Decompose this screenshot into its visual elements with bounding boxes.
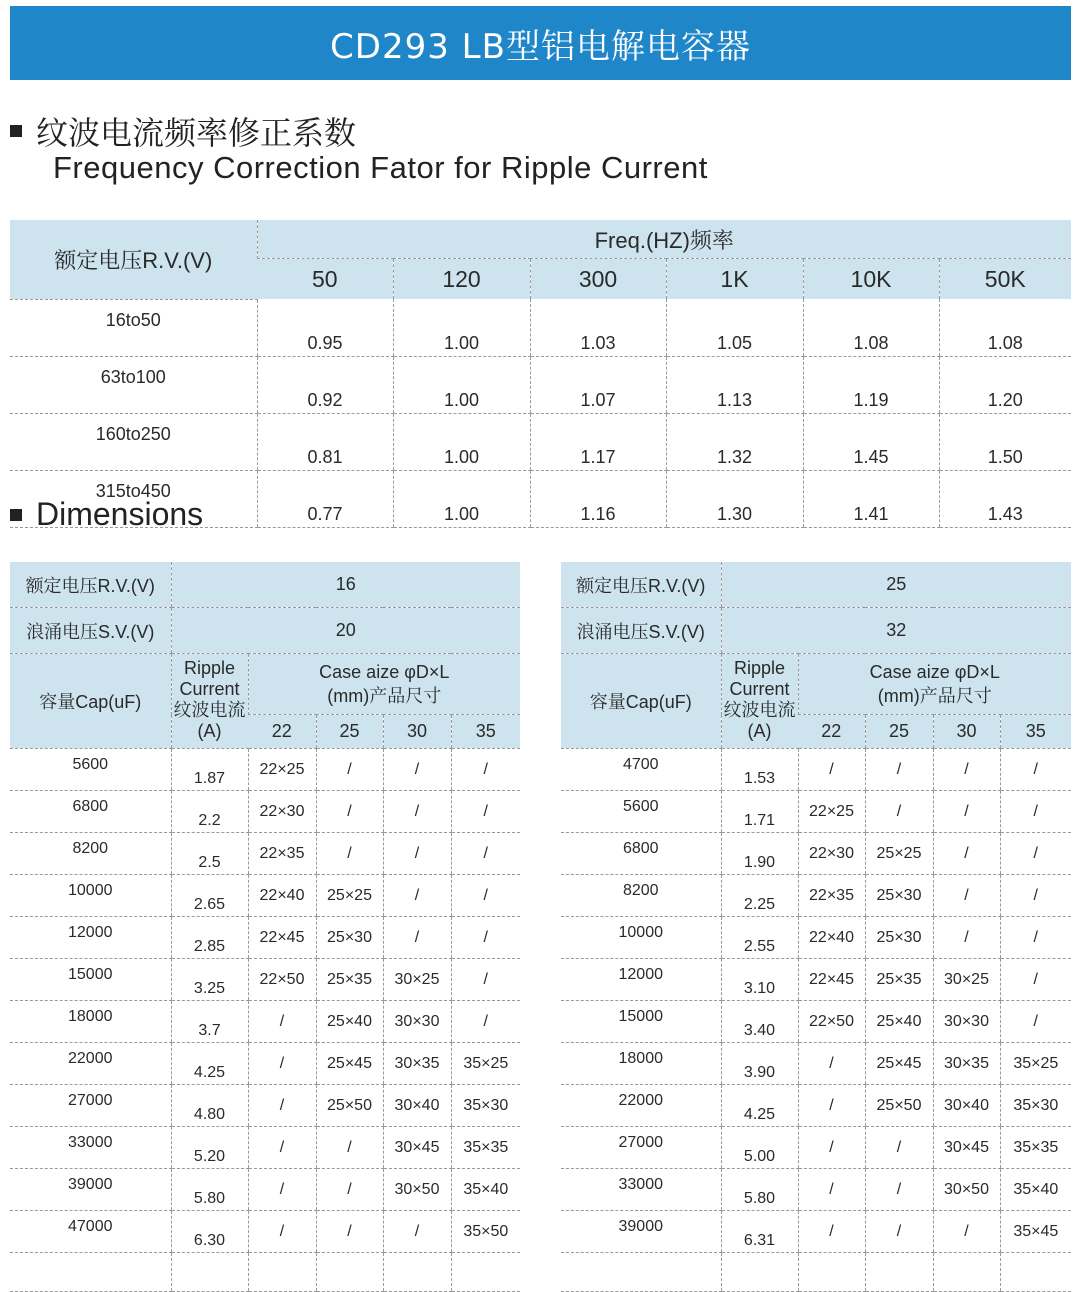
capacitance-cell: 33000 xyxy=(10,1127,171,1169)
ripple-header-line: 纹波电流 xyxy=(173,700,246,720)
correction-factor-cell: 1.00 xyxy=(393,470,530,527)
case-size-cell: / xyxy=(248,1085,316,1127)
diameter-header: 22 xyxy=(798,715,865,749)
table-row xyxy=(10,959,520,1001)
rated-voltage-header: 额定电压R.V.(V) xyxy=(10,220,257,299)
case-size-cell: 22×25 xyxy=(248,749,316,791)
case-size-cell: / xyxy=(451,833,520,875)
correction-factor-cell: 0.92 xyxy=(257,356,393,413)
dimensions-table-25v xyxy=(561,562,1071,1292)
case-size-cell: 22×50 xyxy=(798,1001,865,1043)
diameter-header: 25 xyxy=(865,715,933,749)
case-size-header xyxy=(248,654,520,715)
freq-header-row xyxy=(10,220,1071,259)
case-size-cell: / xyxy=(798,1211,865,1253)
freq-table-row xyxy=(10,413,1071,470)
section-heading-dimensions xyxy=(10,496,203,533)
case-size-cell: / xyxy=(933,833,1000,875)
case-size-cell: 35×25 xyxy=(451,1043,520,1085)
case-size-cell: 25×40 xyxy=(316,1001,383,1043)
ripple-header-line: Ripple xyxy=(183,658,236,678)
table-row xyxy=(10,917,520,959)
section-heading-frequency xyxy=(10,108,356,154)
bullet-square-icon xyxy=(10,509,22,521)
ripple-header-line: (A) xyxy=(197,721,222,741)
table-row xyxy=(10,875,520,917)
case-size-cell: / xyxy=(451,1001,520,1043)
case-size-cell: / xyxy=(451,917,520,959)
blank-cell xyxy=(721,1253,798,1292)
case-size-cell: 30×50 xyxy=(383,1169,451,1211)
surge-voltage-row xyxy=(10,608,520,654)
table-row xyxy=(561,1085,1071,1127)
table-row xyxy=(561,1001,1071,1043)
capacitance-cell: 8200 xyxy=(10,833,171,875)
table-row xyxy=(561,1169,1071,1211)
rated-voltage-value: 25 xyxy=(721,562,1071,608)
blank-row xyxy=(561,1253,1071,1292)
table-row xyxy=(561,1043,1071,1085)
case-size-cell: 30×45 xyxy=(383,1127,451,1169)
capacitance-cell: 22000 xyxy=(561,1085,721,1127)
capacitance-cell: 22000 xyxy=(10,1043,171,1085)
case-size-cell: 25×45 xyxy=(865,1043,933,1085)
case-size-cell: 35×30 xyxy=(451,1085,520,1127)
case-size-cell: 25×30 xyxy=(865,875,933,917)
section-title-dimensions: Dimensions xyxy=(36,496,204,532)
diameter-header: 35 xyxy=(1000,715,1071,749)
case-size-cell: 22×45 xyxy=(798,959,865,1001)
case-size-header-line: Case aize φD×L xyxy=(869,662,1000,682)
freq-col-header: 1K xyxy=(666,259,803,300)
case-size-cell: 25×50 xyxy=(865,1085,933,1127)
case-size-cell: / xyxy=(1000,875,1071,917)
table-row xyxy=(561,917,1071,959)
ripple-current-header xyxy=(721,654,798,749)
rated-voltage-value: 16 xyxy=(171,562,520,608)
case-size-cell: 25×25 xyxy=(316,875,383,917)
case-size-cell: / xyxy=(383,791,451,833)
case-size-cell: 25×45 xyxy=(316,1043,383,1085)
freq-col-header: 10K xyxy=(803,259,939,300)
diameter-header: 30 xyxy=(383,715,451,749)
capacitance-cell: 6800 xyxy=(561,833,721,875)
capacitance-cell: 33000 xyxy=(561,1169,721,1211)
surge-voltage-value: 32 xyxy=(721,608,1071,654)
case-size-cell: / xyxy=(798,1127,865,1169)
case-size-cell: / xyxy=(451,791,520,833)
case-size-cell: 22×35 xyxy=(798,875,865,917)
table-row xyxy=(561,1127,1071,1169)
ripple-header-line: Current xyxy=(729,679,790,699)
case-size-cell: / xyxy=(1000,1001,1071,1043)
capacitance-header: 容量Cap(uF) xyxy=(10,654,171,749)
correction-factor-cell: 1.07 xyxy=(530,356,666,413)
capacitance-cell: 18000 xyxy=(10,1001,171,1043)
ripple-header-line: Current xyxy=(179,679,240,699)
case-size-cell: / xyxy=(933,791,1000,833)
case-size-header xyxy=(798,654,1071,715)
table-row xyxy=(561,875,1071,917)
ripple-current-cell: 5.20 xyxy=(171,1127,248,1169)
case-size-cell: / xyxy=(248,1043,316,1085)
blank-cell xyxy=(865,1253,933,1292)
table-row xyxy=(10,749,520,791)
correction-factor-cell: 1.43 xyxy=(939,470,1071,527)
ripple-current-cell: 2.85 xyxy=(171,917,248,959)
correction-factor-cell: 1.50 xyxy=(939,413,1071,470)
capacitance-cell: 8200 xyxy=(561,875,721,917)
case-size-cell: 25×30 xyxy=(865,917,933,959)
case-size-cell: 30×40 xyxy=(933,1085,1000,1127)
ripple-current-cell: 2.65 xyxy=(171,875,248,917)
case-size-cell: / xyxy=(248,1001,316,1043)
correction-factor-cell: 0.95 xyxy=(257,299,393,356)
diameter-header: 25 xyxy=(316,715,383,749)
correction-factor-cell: 0.81 xyxy=(257,413,393,470)
correction-factor-cell: 1.00 xyxy=(393,299,530,356)
ripple-current-cell: 4.25 xyxy=(721,1085,798,1127)
case-size-cell: / xyxy=(798,1169,865,1211)
ripple-current-cell: 1.71 xyxy=(721,791,798,833)
correction-factor-cell: 1.08 xyxy=(803,299,939,356)
ripple-current-cell: 3.7 xyxy=(171,1001,248,1043)
ripple-current-cell: 6.30 xyxy=(171,1211,248,1253)
correction-factor-cell: 1.30 xyxy=(666,470,803,527)
capacitance-cell: 27000 xyxy=(561,1127,721,1169)
freq-col-header: 120 xyxy=(393,259,530,300)
correction-factor-cell: 1.19 xyxy=(803,356,939,413)
rated-voltage-cell: 16to50 xyxy=(10,299,257,356)
rated-voltage-cell: 160to250 xyxy=(10,413,257,470)
case-size-cell: / xyxy=(798,1085,865,1127)
diameter-header: 35 xyxy=(451,715,520,749)
table-row xyxy=(10,833,520,875)
frequency-header: Freq.(HZ)频率 xyxy=(257,220,1071,259)
case-size-cell: / xyxy=(316,1211,383,1253)
blank-cell xyxy=(561,1253,721,1292)
freq-col-header: 300 xyxy=(530,259,666,300)
diameter-header: 22 xyxy=(248,715,316,749)
table-row xyxy=(10,1211,520,1253)
blank-cell xyxy=(383,1253,451,1292)
case-size-cell: / xyxy=(316,1127,383,1169)
capacitance-cell: 15000 xyxy=(10,959,171,1001)
table-row xyxy=(10,1043,520,1085)
case-size-cell: / xyxy=(865,1169,933,1211)
case-size-cell: 35×35 xyxy=(451,1127,520,1169)
ripple-current-cell: 6.31 xyxy=(721,1211,798,1253)
rated-voltage-cell: 315to450 xyxy=(10,470,257,527)
ripple-current-cell: 2.25 xyxy=(721,875,798,917)
case-size-cell: 22×40 xyxy=(798,917,865,959)
case-size-cell: / xyxy=(383,875,451,917)
case-size-cell: 30×30 xyxy=(933,1001,1000,1043)
ripple-current-header xyxy=(171,654,248,749)
case-size-cell: 22×25 xyxy=(798,791,865,833)
correction-factor-cell: 1.17 xyxy=(530,413,666,470)
rated-voltage-row xyxy=(561,562,1071,608)
case-size-cell: / xyxy=(933,1211,1000,1253)
surge-voltage-row xyxy=(561,608,1071,654)
case-size-cell: / xyxy=(451,875,520,917)
case-size-cell: 35×40 xyxy=(451,1169,520,1211)
case-size-cell: 25×40 xyxy=(865,1001,933,1043)
freq-col-header: 50K xyxy=(939,259,1071,300)
table-row xyxy=(561,833,1071,875)
capacitance-cell: 18000 xyxy=(561,1043,721,1085)
column-header-row xyxy=(10,654,520,715)
case-size-cell: 30×45 xyxy=(933,1127,1000,1169)
case-size-cell: / xyxy=(933,749,1000,791)
ripple-current-cell: 2.5 xyxy=(171,833,248,875)
case-size-header-line: (mm)产品尺寸 xyxy=(327,686,442,706)
dimensions-table-16v xyxy=(10,562,520,1292)
ripple-current-cell: 5.00 xyxy=(721,1127,798,1169)
ripple-current-cell: 1.87 xyxy=(171,749,248,791)
rated-voltage-row xyxy=(10,562,520,608)
correction-factor-cell: 1.32 xyxy=(666,413,803,470)
table-row xyxy=(561,1211,1071,1253)
correction-factor-cell: 1.03 xyxy=(530,299,666,356)
ripple-current-cell: 5.80 xyxy=(171,1169,248,1211)
blank-cell xyxy=(171,1253,248,1292)
correction-factor-cell: 1.05 xyxy=(666,299,803,356)
table-row xyxy=(561,749,1071,791)
ripple-current-cell: 5.80 xyxy=(721,1169,798,1211)
surge-voltage-value: 20 xyxy=(171,608,520,654)
case-size-header-line: (mm)产品尺寸 xyxy=(877,686,992,706)
capacitance-cell: 10000 xyxy=(561,917,721,959)
ripple-header-line: (A) xyxy=(747,721,772,741)
case-size-cell: / xyxy=(1000,917,1071,959)
case-size-cell: 30×35 xyxy=(933,1043,1000,1085)
table-row xyxy=(10,1169,520,1211)
case-size-cell: / xyxy=(1000,791,1071,833)
ripple-current-cell: 2.55 xyxy=(721,917,798,959)
case-size-cell: / xyxy=(865,791,933,833)
capacitance-cell: 6800 xyxy=(10,791,171,833)
ripple-current-cell: 4.80 xyxy=(171,1085,248,1127)
correction-factor-cell: 1.16 xyxy=(530,470,666,527)
case-size-cell: 35×50 xyxy=(451,1211,520,1253)
case-size-cell: / xyxy=(933,917,1000,959)
blank-cell xyxy=(248,1253,316,1292)
case-size-cell: 30×30 xyxy=(383,1001,451,1043)
case-size-cell: 25×30 xyxy=(316,917,383,959)
ripple-current-cell: 3.90 xyxy=(721,1043,798,1085)
capacitance-cell: 15000 xyxy=(561,1001,721,1043)
ripple-current-cell: 2.2 xyxy=(171,791,248,833)
case-size-cell: / xyxy=(248,1127,316,1169)
case-size-cell: 22×30 xyxy=(798,833,865,875)
ripple-current-cell: 1.90 xyxy=(721,833,798,875)
surge-voltage-label: 浪涌电压S.V.(V) xyxy=(10,608,171,654)
table-row xyxy=(10,1127,520,1169)
blank-cell xyxy=(798,1253,865,1292)
case-size-cell: 35×40 xyxy=(1000,1169,1071,1211)
blank-cell xyxy=(1000,1253,1071,1292)
freq-table-row xyxy=(10,356,1071,413)
case-size-cell: 35×30 xyxy=(1000,1085,1071,1127)
case-size-cell: 30×25 xyxy=(383,959,451,1001)
freq-col-header: 50 xyxy=(311,265,338,292)
table-row xyxy=(561,959,1071,1001)
case-size-cell: 30×35 xyxy=(383,1043,451,1085)
case-size-cell: 35×25 xyxy=(1000,1043,1071,1085)
banner-title: CD293 LB型铝电解电容器 xyxy=(330,26,751,67)
capacitance-cell: 39000 xyxy=(10,1169,171,1211)
ripple-current-cell: 3.25 xyxy=(171,959,248,1001)
blank-cell xyxy=(10,1253,171,1292)
case-size-cell: 30×25 xyxy=(933,959,1000,1001)
correction-factor-cell: 0.77 xyxy=(257,470,393,527)
case-size-cell: / xyxy=(383,749,451,791)
capacitance-header: 容量Cap(uF) xyxy=(561,654,721,749)
case-size-cell: / xyxy=(451,749,520,791)
ripple-current-cell: 3.40 xyxy=(721,1001,798,1043)
table-row xyxy=(10,791,520,833)
capacitance-cell: 4700 xyxy=(561,749,721,791)
case-size-cell: 30×40 xyxy=(383,1085,451,1127)
case-size-cell: 25×25 xyxy=(865,833,933,875)
case-size-cell: / xyxy=(933,875,1000,917)
blank-row xyxy=(10,1253,520,1292)
ripple-current-cell: 4.25 xyxy=(171,1043,248,1085)
ripple-header-line: 纹波电流 xyxy=(723,700,796,720)
table-row xyxy=(561,791,1071,833)
case-size-cell: / xyxy=(248,1169,316,1211)
capacitance-cell: 27000 xyxy=(10,1085,171,1127)
case-size-header-line: Case aize φD×L xyxy=(319,662,450,682)
capacitance-cell: 10000 xyxy=(10,875,171,917)
surge-voltage-label: 浪涌电压S.V.(V) xyxy=(561,608,721,654)
case-size-cell: / xyxy=(865,1211,933,1253)
case-size-cell: 30×50 xyxy=(933,1169,1000,1211)
case-size-cell: 22×35 xyxy=(248,833,316,875)
blank-cell xyxy=(933,1253,1000,1292)
case-size-cell: / xyxy=(1000,749,1071,791)
case-size-cell: / xyxy=(316,1169,383,1211)
capacitance-cell: 12000 xyxy=(561,959,721,1001)
case-size-cell: / xyxy=(798,1043,865,1085)
case-size-cell: / xyxy=(316,833,383,875)
ripple-header-line: Ripple xyxy=(733,658,786,678)
case-size-cell: / xyxy=(865,749,933,791)
correction-factor-cell: 1.13 xyxy=(666,356,803,413)
case-size-cell: / xyxy=(383,833,451,875)
blank-cell xyxy=(316,1253,383,1292)
freq-table-row xyxy=(10,299,1071,356)
case-size-cell: / xyxy=(316,749,383,791)
case-size-cell: 25×35 xyxy=(865,959,933,1001)
correction-factor-cell: 1.00 xyxy=(393,413,530,470)
case-size-cell: / xyxy=(451,959,520,1001)
case-size-cell: 25×35 xyxy=(316,959,383,1001)
capacitance-cell: 39000 xyxy=(561,1211,721,1253)
blank-cell xyxy=(451,1253,520,1292)
case-size-cell: / xyxy=(383,1211,451,1253)
correction-factor-cell: 1.45 xyxy=(803,413,939,470)
section-title-en: Frequency Correction Fator for Ripple Current xyxy=(53,150,708,185)
case-size-cell: / xyxy=(316,791,383,833)
case-size-cell: 22×50 xyxy=(248,959,316,1001)
capacitance-cell: 47000 xyxy=(10,1211,171,1253)
case-size-cell: / xyxy=(1000,959,1071,1001)
case-size-cell: 35×35 xyxy=(1000,1127,1071,1169)
case-size-cell: 22×30 xyxy=(248,791,316,833)
case-size-cell: 35×45 xyxy=(1000,1211,1071,1253)
column-header-row xyxy=(561,654,1071,715)
case-size-cell: 25×50 xyxy=(316,1085,383,1127)
case-size-cell: / xyxy=(865,1127,933,1169)
rated-voltage-label: 额定电压R.V.(V) xyxy=(561,562,721,608)
rated-voltage-cell: 63to100 xyxy=(10,356,257,413)
capacitance-cell: 5600 xyxy=(10,749,171,791)
case-size-cell: / xyxy=(798,749,865,791)
correction-factor-cell: 1.08 xyxy=(939,299,1071,356)
correction-factor-cell: 1.20 xyxy=(939,356,1071,413)
capacitance-cell: 12000 xyxy=(10,917,171,959)
bullet-square-icon xyxy=(10,125,22,137)
case-size-cell: / xyxy=(383,917,451,959)
case-size-cell: 22×45 xyxy=(248,917,316,959)
case-size-cell: / xyxy=(248,1211,316,1253)
section-title-cn: 纹波电流频率修正系数 xyxy=(36,114,357,152)
case-size-cell: 22×40 xyxy=(248,875,316,917)
rated-voltage-label: 额定电压R.V.(V) xyxy=(10,562,171,608)
capacitance-cell: 5600 xyxy=(561,791,721,833)
page-banner xyxy=(10,6,1071,80)
ripple-current-cell: 1.53 xyxy=(721,749,798,791)
correction-factor-cell: 1.41 xyxy=(803,470,939,527)
table-row xyxy=(10,1085,520,1127)
table-row xyxy=(10,1001,520,1043)
ripple-current-cell: 3.10 xyxy=(721,959,798,1001)
correction-factor-cell: 1.00 xyxy=(393,356,530,413)
diameter-header: 30 xyxy=(933,715,1000,749)
case-size-cell: / xyxy=(1000,833,1071,875)
frequency-correction-table xyxy=(10,220,1071,528)
